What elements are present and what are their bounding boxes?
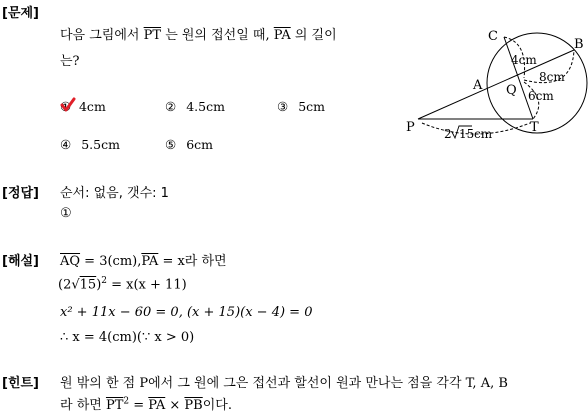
label-qb-length: 8cm <box>539 70 565 84</box>
choice-2-mark: ② <box>165 99 177 114</box>
choice-4-text: 5.5cm <box>81 137 120 152</box>
explanation-l2-c: = x(x + 11) <box>107 277 187 293</box>
segment-pt: $\overline{PT}$ <box>105 398 124 413</box>
label-cq-length: 4cm <box>511 53 537 67</box>
explanation-l2-a: (2√ <box>58 277 80 293</box>
hint-l2-exponent: 2 <box>123 396 130 407</box>
hint-line-2 <box>60 394 232 413</box>
explanation-l1-mid: = 3(cm), <box>80 254 142 269</box>
choice-1-mark: ① <box>60 99 72 114</box>
choice-4-mark: ④ <box>60 137 72 152</box>
choice-5-mark: ⑤ <box>165 137 177 152</box>
segment-pa: $\overline{PA}$ <box>148 398 166 413</box>
segment-pt: $\overline{PT}$ <box>143 28 162 43</box>
hint-l2-pre: 라 하면 <box>60 398 106 413</box>
question-line-1 <box>60 24 337 43</box>
label-qt-length: 6cm <box>528 89 554 103</box>
label-q: Q <box>506 83 517 98</box>
question-suffix: 의 길이 <box>294 28 337 43</box>
circle <box>487 33 587 133</box>
question-prefix: 다음 그림에서 <box>60 28 140 43</box>
choice-2[interactable] <box>165 99 225 114</box>
choice-1-text: 4cm <box>78 99 106 114</box>
explanation-l2-radicand: 15 <box>79 277 97 293</box>
label-pt-coef: 2 <box>444 127 452 141</box>
label-p: P <box>406 120 415 135</box>
explanation-l2-b: ) <box>96 277 102 293</box>
explanation-l1-end: = x라 하면 <box>158 254 227 269</box>
label-b: B <box>574 37 584 52</box>
explanation-line-4: ∴ x = 4(cm)(∵ x > 0) <box>60 330 195 345</box>
explanation-line-2 <box>58 276 187 292</box>
hint-line-1: 원 밖의 한 점 P에서 그 원에 그은 접선과 할선이 원과 만나는 점을 각각 T, A, B <box>60 376 508 391</box>
hint-l2-times: × <box>165 398 185 413</box>
choice-5-text: 6cm <box>186 137 214 152</box>
answer-header: [정답] <box>2 186 39 201</box>
choice-3-text: 5cm <box>298 99 326 114</box>
question-line-2: 는? <box>60 54 80 69</box>
label-c: C <box>488 29 498 44</box>
choice-3[interactable] <box>277 99 325 114</box>
choice-3-mark: ③ <box>277 99 289 114</box>
hint-l2-eq: = <box>129 398 149 413</box>
choice-4[interactable] <box>60 137 120 152</box>
hint-l2-end: 이다. <box>202 398 232 413</box>
label-pt-unit: cm <box>474 127 493 141</box>
segment-pa: $\overline{PA}$ <box>141 254 159 269</box>
problem-header: [문제] <box>2 6 39 21</box>
label-t: T <box>530 120 539 135</box>
answer-line-2: ① <box>60 206 72 221</box>
hint-header: [힌트] <box>2 376 39 391</box>
answer-line-1: 순서: 없음, 갯수: 1 <box>60 186 169 201</box>
chord-ct <box>504 37 533 119</box>
choice-1[interactable] <box>60 99 106 114</box>
explanation-line-1 <box>60 250 227 269</box>
explanation-l2-exponent: 2 <box>101 276 107 286</box>
label-a: A <box>473 78 483 93</box>
question-mid: 는 원의 접선일 때, <box>165 28 270 43</box>
secant-line-pb <box>418 50 574 119</box>
segment-pb: $\overline{PB}$ <box>184 398 203 413</box>
label-pt-radicand: 15 <box>459 127 475 141</box>
explanation-header: [해설] <box>2 254 39 269</box>
choice-2-text: 4.5cm <box>186 99 225 114</box>
checkmark-icon <box>60 97 76 113</box>
geometry-figure <box>400 20 588 150</box>
segment-pa: $\overline{PA}$ <box>273 28 291 43</box>
segment-aq: $\overline{AQ}$ <box>60 254 81 269</box>
choice-5[interactable] <box>165 137 213 152</box>
explanation-line-3: x² + 11x − 60 = 0, (x + 15)(x − 4) = 0 <box>60 305 313 320</box>
